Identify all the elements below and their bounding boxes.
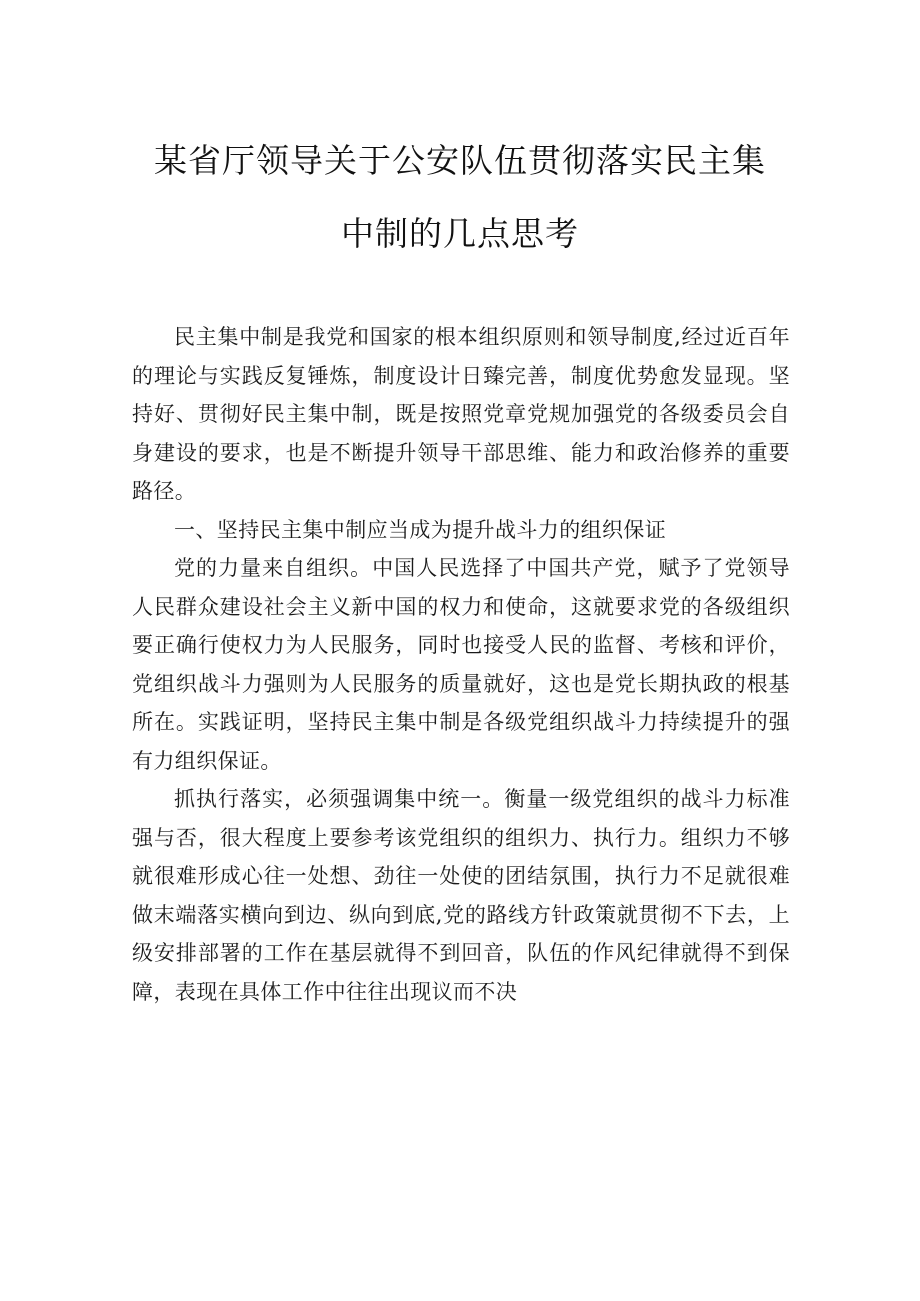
paragraph-organization: 党的力量来自组织。中国人民选择了中国共产党，赋予了党领导人民群众建设社会主义新中国的权力和使命，这就要求党的各级组织要正确行使权力为人民服务，同时也接受人民的监督、考核和评价，党组织战斗力强则为人民服务的质量就好，这也是党长期执政的根基所在。实践证明，坚持民主集中制是各级党组织战斗力持续提升的强有力组织保证。 <box>132 556 790 773</box>
paragraph-intro: 民主集中制是我党和国家的根本组织原则和领导制度,经过近百年的理论与实践反复锤炼，制度设计日臻完善，制度优势愈发显现。坚持好、贯彻好民主集中制，既是按照党章党规加强党的各级委员会自身建设的要求，也是不断提升领导干部思维、能力和政治修养的重要路径。 <box>132 325 790 503</box>
document-title-line-1: 某省厅领导关于公安队伍贯彻落实民主集 <box>154 141 766 180</box>
section-heading-1: 一、坚持民主集中制应当成为提升战斗力的组织保证 <box>174 517 667 542</box>
paragraph-execution: 抓执行落实，必须强调集中统一。衡量一级党组织的战斗力标准强与否，很大程度上要参考该党组织的组织力、执行力。组织力不够就很难形成心往一处想、劲往一处使的团结氛围，执行力不足就很难做末端落实横向到边、纵向到底,党的路线方针政策就贯彻不下去，上级安排部署的工作在基层就得不到回音，队伍的作风纪律就得不到保障，表现在具体工作中往往出现议而不决 <box>132 787 790 1004</box>
document-body <box>132 318 790 1011</box>
document-title-line-2: 中制的几点思考 <box>341 214 579 253</box>
